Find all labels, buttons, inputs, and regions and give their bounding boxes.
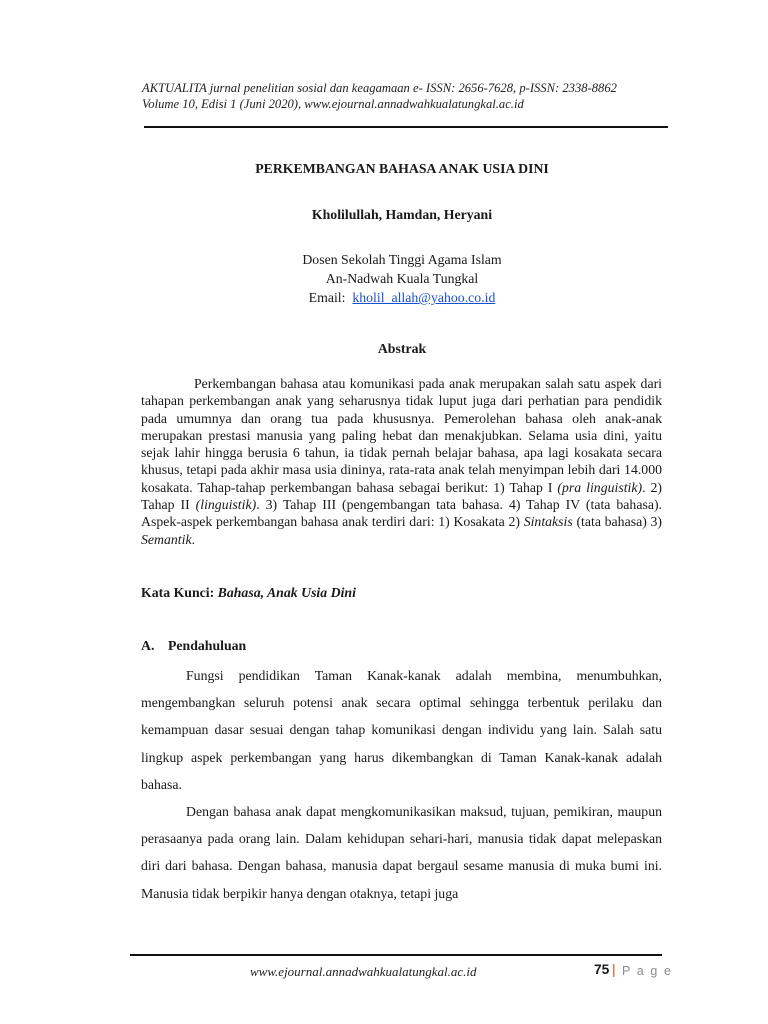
abstract-text: . 3) Tahap III (pengembangan tata bahasa. 4) Tahap IV (tata bahasa). Aspek-aspek perkembangan bahasa anak terdiri dari: 1) Kosakata 2) [141,497,662,530]
email-line [144,288,660,307]
page-separator: | [612,962,616,977]
journal-header-line-2: Volume 10, Edisi 1 (Juni 2020), www.ejournal.annadwahkualatungkal.ac.id [142,97,524,111]
body-paragraph: Dengan bahasa anak dapat mengkomunikasikan maksud, tujuan, pemikiran, maupun perasaanya pada orang lain. Dalam kehidupan sehari-hari, manusia tidak dapat melepaskan diri dari bahasa. Dengan bahasa, manusia dapat bergaul sesame manusia di muka bumi ini. Manusia tidak berpikir hanya dengan otaknya, tetapi juga [141,804,662,901]
section-title: Pendahuluan [168,638,247,653]
section-number: A. [141,638,155,653]
abstract-text: (tata bahasa) 3) [572,514,662,530]
header-divider [144,126,668,128]
abstract-text: . [191,531,196,547]
abstract-term-pra-linguistik: (pra linguistik) [557,479,643,495]
abstract-heading: Abstrak [377,341,427,356]
body-paragraph: Fungsi pendidikan Taman Kanak-kanak adalah membina, menumbuhkan, mengembangkan seluruh potensi anak secara optimal sehingga terbentuk perilaku dan kemampuan dasar sesuai dengan tahap komunikasi dengan individu yang lain. Salah satu lingkup aspek perkembangan yang harus dikembangkan di Taman Kanak-kanak adalah bahasa. [141,668,662,792]
abstract-paragraph [141,375,662,548]
page-label: P a g e [622,964,673,978]
article-authors: Kholilullah, Hamdan, Heryani [311,207,493,222]
abstract-text: . 2) Tahap II [141,479,662,513]
email-label: Email: [308,290,346,305]
email-link[interactable]: kholil_allah@yahoo.co.id [352,290,496,305]
affiliation-line-2: An-Nadwah Kuala Tungkal [325,271,479,286]
footer-divider [130,954,662,956]
page-number: 75 [594,962,610,977]
keywords-line [141,585,662,601]
keywords-label: Kata Kunci: [141,585,215,600]
footer-url: www.ejournal.annadwahkualatungkal.ac.id [250,964,477,979]
affiliation-line-1: Dosen Sekolah Tinggi Agama Islam [302,252,502,267]
abstract-text: Perkembangan bahasa atau komunikasi pada anak merupakan salah satu aspek dari tahapan perkembangan anak yang seharusnya tidak luput juga dari perhatian para pendidik pada umumnya dan orang tua pada khususnya. Pemerolehan bahasa oleh anak-anak merupakan prestasi manusia yang paling hebat dan menakjubkan. Selama usia dini, yaitu sejak lahir hingga berusia 6 tahun, ia tidak pernah belajar bahasa, apa lagi kosakata secara khusus, tetapi pada akhir masa usia dininya, rata-rata anak telah menyimpan lebih dari 14.000 kosakata. Tahap-tahap perkembangan bahasa sebagai berikut: 1) Tahap I [141,376,662,495]
section-heading [141,638,662,654]
body-text [141,662,662,907]
keywords-value: Bahasa, Anak Usia Dini [217,585,356,600]
abstract-term-linguistik: (linguistik) [195,497,257,513]
journal-header-line-1: AKTUALITA jurnal penelitian sosial dan keagamaan e- ISSN: 2656-7628, p-ISSN: 2338-8862 [142,81,617,95]
journal-header [142,80,682,112]
abstract-term-sintaksis: Sintaksis [523,514,573,530]
affiliation-block [144,250,660,307]
abstract-term-semantik: Semantik [141,531,192,547]
article-title: PERKEMBANGAN BAHASA ANAK USIA DINI [255,161,549,176]
